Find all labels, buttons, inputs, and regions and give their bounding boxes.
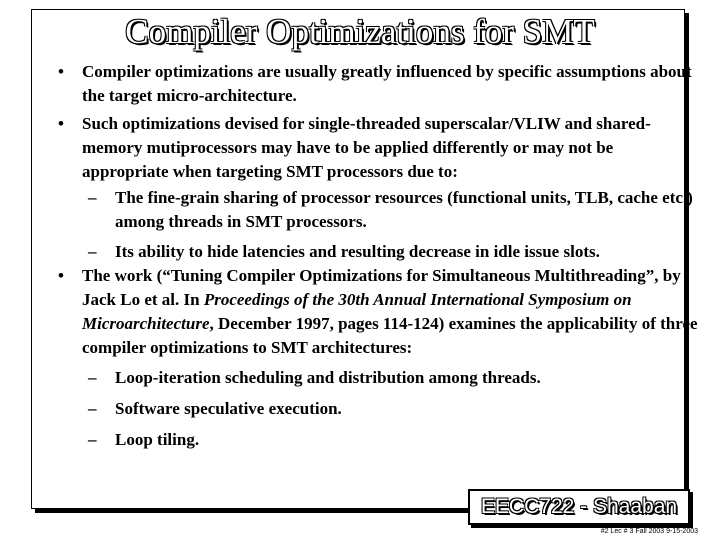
sub-item [58,186,698,234]
sub-list [58,366,698,452]
sub-item [58,397,698,421]
sub-item [58,428,698,452]
dash-marker: – [88,188,97,207]
bullet-item [58,60,698,108]
bullet-text-part: , December 1997, pages 114-124) examines the applicability of three compiler optimizations to SMT architectures: [82,314,698,357]
dash-marker: – [88,430,97,449]
sub-text: Loop tiling. [115,430,200,449]
bullet-marker: • [58,266,64,285]
sub-text: Software speculative execution. [115,399,342,418]
sub-list [58,186,698,264]
slide-title: Compiler Optimizations for SMT [125,12,595,51]
bullet-text: Compiler optimizations are usually greatly influenced by specific assumptions about the target micro-architecture. [82,62,692,105]
bullet-item [58,112,698,184]
bullet-text [82,266,698,357]
bullet-text-part: The work (“Tuning Compiler Optimizations for Simultaneous Multithreading”, by Jack Lo et al. In [82,266,681,309]
sub-item [58,240,698,264]
sub-text: Its ability to hide latencies and resulting decrease in idle issue slots. [115,242,600,261]
slide-footer: #2 Lec # 3 Fall 2003 9-15-2003 [600,528,698,535]
bullet-marker: • [58,62,64,81]
bullet-item [58,264,698,360]
dash-marker: – [88,368,97,387]
dash-marker: – [88,242,97,261]
dash-marker: – [88,399,97,418]
proceedings-title: Proceedings of the 30th Annual International Symposium on Microarchitecture [82,290,632,333]
slide-body [58,60,698,452]
bullet-text: Such optimizations devised for single-threaded superscalar/VLIW and shared-memory mutiprocessors may have to be applied differently or may not be appropriate when targeting SMT processors due to: [82,114,651,181]
sub-text: The fine-grain sharing of processor resources (functional units, TLB, cache etc.) among threads in SMT processors. [115,188,693,231]
sub-text: Loop-iteration scheduling and distribution among threads. [115,368,541,387]
bullet-marker: • [58,114,64,133]
sub-item [58,366,698,390]
course-badge: EECC722 - Shaaban [468,489,690,525]
